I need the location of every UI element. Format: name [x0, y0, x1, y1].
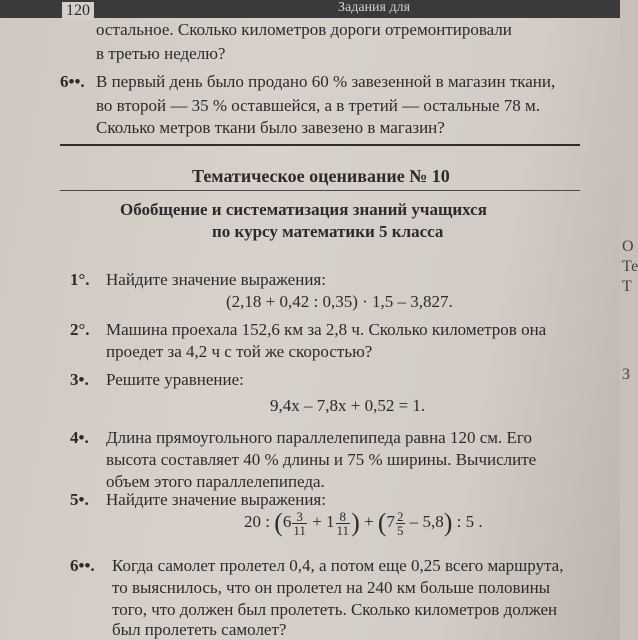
task3-formula: 9,4x – 7,8x + 0,52 = 1.	[270, 396, 426, 415]
edge-glyph: 3	[622, 366, 630, 383]
frac-a-den: 11	[293, 522, 306, 538]
task2-line2: проедет за 4,2 ч с той же скоростью?	[106, 342, 373, 361]
formula-start: 20 :	[244, 511, 275, 531]
task5-text: Найдите значение выражения:	[106, 490, 326, 509]
page-header	[0, 0, 620, 18]
task6-line4: был пролететь самолет?	[112, 620, 287, 639]
task5-formula	[244, 508, 483, 538]
task6-line1: Когда самолет пролетел 0,4, а потом еще 0,25 всего маршрута,	[112, 556, 564, 575]
task2-number: 2°.	[70, 320, 90, 339]
paren-close-2: )	[443, 508, 453, 537]
running-title: Задания для	[338, 0, 411, 15]
plus-two: +	[363, 511, 374, 531]
task-text-line3: Сколько метров ткани было завезено в магазин?	[96, 118, 445, 137]
formula-end: : 5 .	[456, 511, 483, 531]
task1-text: Найдите значение выражения:	[106, 270, 326, 289]
frac-c-whole: 7	[386, 511, 395, 531]
task-number: 6••.	[60, 72, 85, 91]
next-page-edge	[620, 0, 638, 640]
task6-number: 6••.	[70, 556, 95, 575]
title-underline	[60, 190, 580, 191]
frac-c-den: 5	[397, 522, 404, 538]
task5-number: 5•.	[70, 490, 89, 509]
task1-formula: (2,18 + 0,42 : 0,35) · 1,5 – 3,827.	[226, 292, 453, 311]
fraction-a	[292, 510, 307, 537]
frac-a-whole: 6	[282, 511, 292, 531]
task4-line2: высота составляет 40 % длины и 75 % ширины. Вычислите	[106, 450, 537, 469]
task3-number: 3•.	[70, 370, 89, 389]
task6-line2: то выяснилось, что он пролетел на 240 км больше половины	[112, 578, 551, 597]
paren-open-2: (	[377, 508, 387, 537]
paren-close: )	[351, 508, 360, 537]
frac-b-num: 8	[336, 510, 351, 524]
page-number: 120	[62, 2, 94, 20]
prev-text-line1: остальное. Сколько километров дороги отремонтировали	[96, 20, 512, 39]
minus-term: – 5,8	[409, 511, 444, 531]
plus-one: + 1	[312, 511, 335, 531]
section-divider	[60, 144, 580, 146]
task-text-line1: В первый день было продано 60 % завезенной в магазин ткани,	[96, 72, 556, 91]
task-text-line2: во второй — 35 % оставшейся, а в третий — остальные 78 м.	[96, 96, 540, 115]
task1-number: 1°.	[70, 270, 90, 289]
task4-number: 4•.	[70, 428, 89, 447]
task4-line1: Длина прямоугольного параллелепипеда равна 120 см. Его	[106, 428, 532, 447]
frac-c-num: 2	[397, 508, 404, 524]
section-subtitle-line1: Обобщение и систематизация знаний учащихся	[120, 200, 487, 219]
prev-text-line2: в третью неделю?	[96, 44, 226, 63]
frac-a-num: 3	[292, 510, 307, 524]
fraction-b	[336, 510, 351, 537]
paren-open: (	[274, 508, 283, 537]
fraction-c	[396, 510, 405, 537]
task2-line1: Машина проехала 152,6 км за 2,8 ч. Сколько километров она	[106, 320, 547, 339]
frac-b-den: 11	[336, 522, 350, 538]
edge-glyph: Т	[622, 278, 632, 295]
task4-line3: объем этого параллелепипеда.	[106, 472, 325, 491]
task3-text: Решите уравнение:	[106, 370, 244, 389]
section-subtitle-line2: по курсу математики 5 класса	[212, 222, 444, 241]
task6-line3: того, что должен был пролететь. Сколько километров должен	[112, 600, 558, 619]
edge-glyph: О	[622, 238, 634, 255]
edge-glyph: Те	[622, 258, 638, 275]
section-title: Тематическое оценивание № 10	[192, 166, 450, 186]
